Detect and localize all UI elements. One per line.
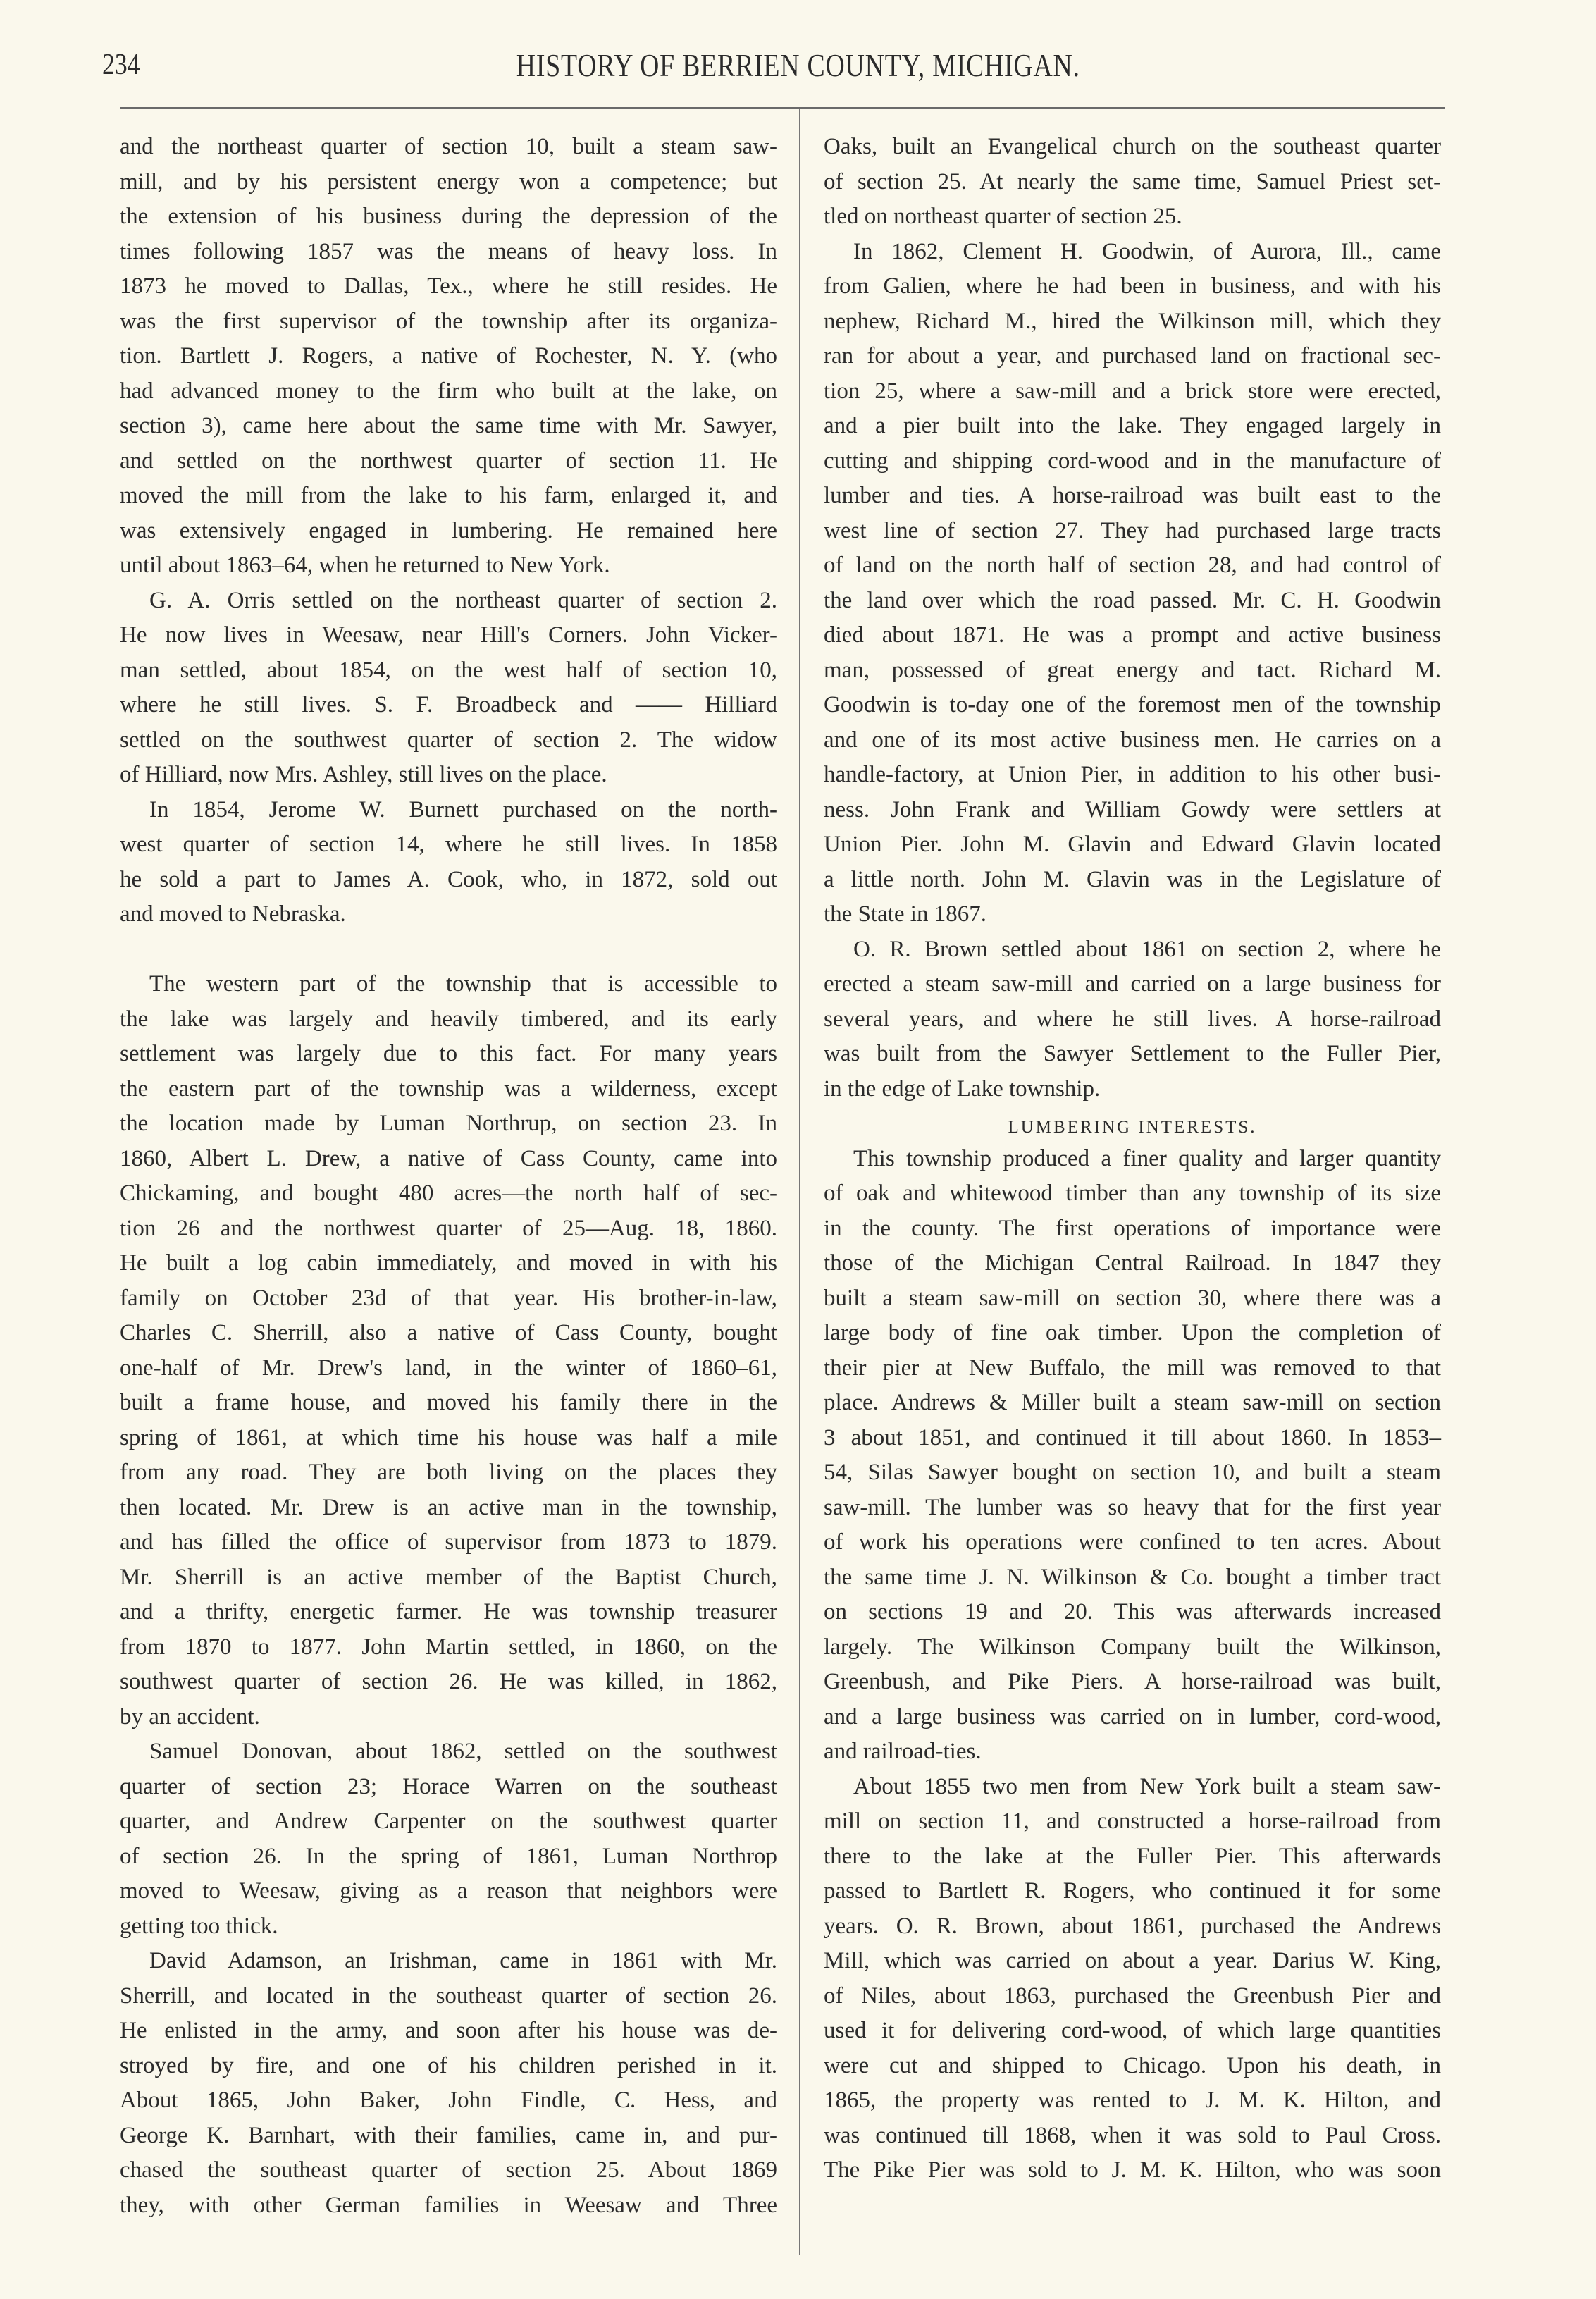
- text-line: George K. Barnhart, with their families, came in, and pur-: [120, 2122, 777, 2148]
- text-line: on sections 19 and 20. This was afterwards increased: [824, 1599, 1441, 1625]
- text-line: tion. Bartlett J. Rogers, a native of Rochester, N. Y. (who: [120, 343, 777, 369]
- text-line: ran for about a year, and purchased land on fractional sec-: [824, 343, 1441, 369]
- text-line: passed to Bartlett R. Rogers, who continued it for some: [824, 1878, 1441, 1904]
- paragraph: [120, 967, 777, 1734]
- text-line: Sherrill, and located in the southeast quarter of section 26.: [120, 1983, 777, 2009]
- text-line: there to the lake at the Fuller Pier. This afterwards: [824, 1843, 1441, 1869]
- text-line: the State in 1867.: [824, 901, 986, 927]
- text-line: About 1855 two men from New York built a steam saw-: [853, 1773, 1441, 1799]
- text-line: man settled, about 1854, on the west half of section 10,: [120, 657, 777, 683]
- text-line: quarter, and Andrew Carpenter on the southwest quarter: [120, 1808, 777, 1834]
- text-line: 1860, Albert L. Drew, a native of Cass County, came into: [120, 1145, 777, 1171]
- text-line: 1873 he moved to Dallas, Tex., where he still resides. He: [120, 273, 777, 299]
- paragraph: [120, 130, 777, 584]
- text-line: saw-mill. The lumber was so heavy that for the first year: [824, 1494, 1441, 1520]
- text-line: 1865, the property was rented to J. M. K. Hilton, and: [824, 2088, 1441, 2113]
- text-line: Goodwin is to-day one of the foremost men of the township: [824, 692, 1441, 717]
- text-line: stroyed by fire, and one of his children perished in it.: [120, 2052, 777, 2078]
- paragraph: [824, 130, 1441, 235]
- text-line: This township produced a finer quality and larger quantity: [853, 1145, 1441, 1171]
- text-line: tion 26 and the northwest quarter of 25—Aug. 18, 1860.: [120, 1215, 777, 1241]
- text-line: About 1865, John Baker, John Findle, C. Hess, and: [120, 2088, 777, 2113]
- text-line: He now lives in Weesaw, near Hill's Corners. John Vicker-: [120, 622, 777, 648]
- text-line: Greenbush, and Pike Piers. A horse-railroad was built,: [824, 1669, 1441, 1694]
- text-line: and one of its most active business men. He carries on a: [824, 727, 1441, 753]
- text-line: The Pike Pier was sold to J. M. K. Hilton, who was soon: [824, 2157, 1441, 2183]
- text-line: southwest quarter of section 26. He was killed, in 1862,: [120, 1669, 777, 1694]
- paragraph: [120, 584, 777, 793]
- text-line: was extensively engaged in lumbering. He remained here: [120, 517, 777, 543]
- text-line: section 3), came here about the same time with Mr. Sawyer,: [120, 413, 777, 438]
- text-line: in the edge of Lake township.: [824, 1075, 1101, 1102]
- text-line: Chickaming, and bought 480 acres—the north half of sec-: [120, 1181, 777, 1206]
- text-line: Mr. Sherrill is an active member of the Baptist Church,: [120, 1564, 777, 1590]
- text-line: their pier at New Buffalo, the mill was removed to that: [824, 1355, 1441, 1381]
- text-line: by an accident.: [120, 1703, 260, 1730]
- text-line: and a pier built into the lake. They engaged largely in: [824, 413, 1441, 438]
- text-line: moved to Weesaw, giving as a reason that neighbors were: [120, 1878, 777, 1904]
- text-line: settled on the southwest quarter of section 2. The widow: [120, 727, 777, 753]
- text-line: and settled on the northwest quarter of section 11. He: [120, 448, 777, 474]
- text-line: tled on northeast quarter of section 25.: [824, 204, 1182, 229]
- text-line: from Galien, where he had been in business, and with his: [824, 273, 1441, 299]
- paragraph: [824, 932, 1441, 1107]
- text-line: and a large business was carried on in lumber, cord-wood,: [824, 1703, 1441, 1730]
- text-line: The western part of the township that is accessible to: [149, 971, 777, 997]
- text-line: lumber and ties. A horse-railroad was built east to the: [824, 483, 1441, 508]
- text-line: until about 1863–64, when he returned to New York.: [120, 553, 610, 578]
- text-line: had advanced money to the firm who built at the lake, on: [120, 378, 777, 404]
- text-line: the land over which the road passed. Mr. C. H. Goodwin: [824, 587, 1441, 613]
- text-line: of land on the north half of section 28, and had control of: [824, 553, 1441, 578]
- running-title: [0, 47, 1596, 84]
- page-number: 234: [102, 49, 140, 81]
- text-line: and the northeast quarter of section 10, built a steam saw-: [120, 134, 777, 159]
- text-line: built a frame house, and moved his family there in the: [120, 1390, 777, 1415]
- text-line: the same time J. N. Wilkinson & Co. bought a timber tract: [824, 1564, 1441, 1590]
- text-line: they, with other German families in Weesaw and Three: [120, 2192, 777, 2218]
- column-divider: [799, 109, 800, 2255]
- text-line: tion 25, where a saw-mill and a brick store were erected,: [824, 378, 1441, 404]
- text-line: man, possessed of great energy and tact. Richard M.: [824, 657, 1441, 683]
- text-line: 54, Silas Sawyer bought on section 10, and built a steam: [824, 1460, 1441, 1485]
- paragraph: [824, 1770, 1441, 2188]
- text-line: the eastern part of the township was a wilderness, except: [120, 1075, 777, 1102]
- text-line: getting too thick.: [120, 1913, 278, 1939]
- text-line: chased the southeast quarter of section 25. About 1869: [120, 2157, 777, 2183]
- text-line: was continued till 1868, when it was sold to Paul Cross.: [824, 2122, 1441, 2148]
- text-line: years. O. R. Brown, about 1861, purchased the Andrews: [824, 1913, 1441, 1939]
- text-line: in the county. The first operations of importance were: [824, 1215, 1441, 1241]
- text-line: times following 1857 was the means of heavy loss. In: [120, 238, 777, 264]
- text-line: family on October 23d of that year. His brother-in-law,: [120, 1285, 777, 1311]
- paragraph: [824, 1142, 1441, 1770]
- text-line: and has filled the office of supervisor from 1873 to 1879.: [120, 1529, 777, 1555]
- text-line: died about 1871. He was a prompt and active business: [824, 622, 1441, 648]
- text-line: several years, and where he still lives. A horse-railroad: [824, 1006, 1441, 1032]
- text-line: was the first supervisor of the township after its organiza-: [120, 308, 777, 334]
- text-line: nephew, Richard M., hired the Wilkinson mill, which they: [824, 308, 1441, 334]
- text-line: of section 25. At nearly the same time, Samuel Priest set-: [824, 168, 1441, 195]
- text-line: the extension of his business during the depression of the: [120, 204, 777, 229]
- text-line: a little north. John M. Glavin was in the Legislature of: [824, 866, 1441, 892]
- left-column: [120, 130, 777, 2223]
- text-line: were cut and shipped to Chicago. Upon his death, in: [824, 2052, 1441, 2078]
- right-column: [824, 130, 1441, 2188]
- text-line: He enlisted in the army, and soon after his house was de-: [120, 2018, 777, 2043]
- text-line: from 1870 to 1877. John Martin settled, in 1860, on the: [120, 1634, 777, 1660]
- text-line: one-half of Mr. Drew's land, in the winter of 1860–61,: [120, 1355, 777, 1381]
- text-line: from any road. They are both living on the places they: [120, 1460, 777, 1485]
- text-line: spring of 1861, at which time his house was half a mile: [120, 1424, 777, 1450]
- text-line: In 1862, Clement H. Goodwin, of Aurora, Ill., came: [853, 238, 1441, 264]
- text-line: and railroad-ties.: [824, 1739, 982, 1764]
- text-line: cutting and shipping cord-wood and in the manufacture of: [824, 448, 1441, 474]
- text-line: of section 26. In the spring of 1861, Luman Northrop: [120, 1843, 777, 1869]
- text-line: moved the mill from the lake to his farm, enlarged it, and: [120, 483, 777, 508]
- text-line: He built a log cabin immediately, and moved in with his: [120, 1250, 777, 1276]
- text-line: and moved to Nebraska.: [120, 901, 346, 927]
- text-line: settlement was largely due to this fact. For many years: [120, 1041, 777, 1066]
- text-line: used it for delivering cord-wood, of which large quantities: [824, 2018, 1441, 2043]
- paragraph: [120, 793, 777, 932]
- text-line: of work his operations were confined to ten acres. About: [824, 1529, 1441, 1555]
- text-line: erected a steam saw-mill and carried on a large business for: [824, 971, 1441, 997]
- text-line: handle-factory, at Union Pier, in addition to his other busi-: [824, 762, 1441, 787]
- paragraph: [824, 235, 1441, 932]
- text-line: was built from the Sawyer Settlement to the Fuller Pier,: [824, 1041, 1441, 1066]
- text-line: Union Pier. John M. Glavin and Edward Glavin located: [824, 832, 1441, 857]
- header-rule: [120, 107, 1445, 109]
- text-line: place. Andrews & Miller built a steam saw-mill on section: [824, 1390, 1441, 1415]
- text-line: Charles C. Sherrill, also a native of Cass County, bought: [120, 1320, 777, 1345]
- text-line: large body of fine oak timber. Upon the completion of: [824, 1320, 1441, 1345]
- text-line: mill, and by his persistent energy won a competence; but: [120, 168, 777, 195]
- paragraph: [120, 1734, 777, 1944]
- text-line: largely. The Wilkinson Company built the Wilkinson,: [824, 1634, 1441, 1660]
- text-line: of oak and whitewood timber than any township of its size: [824, 1181, 1441, 1206]
- text-line: Oaks, built an Evangelical church on the southeast quarter: [824, 134, 1441, 159]
- running-title-text: HISTORY OF BERRIEN COUNTY, MICHIGAN.: [516, 47, 1080, 83]
- text-line: the location made by Luman Northrup, on section 23. In: [120, 1111, 777, 1136]
- text-line: Samuel Donovan, about 1862, settled on the southwest: [149, 1739, 777, 1764]
- text-line: west line of section 27. They had purchased large tracts: [824, 517, 1441, 543]
- section-heading: LUMBERING INTERESTS.: [1008, 1118, 1257, 1137]
- text-line: of Niles, about 1863, purchased the Greenbush Pier and: [824, 1983, 1441, 2009]
- text-line: those of the Michigan Central Railroad. In 1847 they: [824, 1250, 1441, 1276]
- text-line: ness. John Frank and William Gowdy were settlers at: [824, 796, 1441, 822]
- text-line: where he still lives. S. F. Broadbeck and —— Hilliard: [120, 692, 777, 717]
- text-line: Mill, which was carried on about a year. Darius W. King,: [824, 1948, 1441, 1973]
- text-line: 3 about 1851, and continued it till about 1860. In 1853–: [824, 1424, 1441, 1450]
- text-line: west quarter of section 14, where he still lives. In 1858: [120, 832, 777, 857]
- text-line: O. R. Brown settled about 1861 on section 2, where he: [853, 936, 1441, 962]
- text-line: the lake was largely and heavily timbered, and its early: [120, 1006, 777, 1032]
- text-line: built a steam saw-mill on section 30, where there was a: [824, 1285, 1441, 1311]
- text-line: David Adamson, an Irishman, came in 1861 with Mr.: [149, 1948, 777, 1973]
- text-line: then located. Mr. Drew is an active man in the township,: [120, 1494, 777, 1520]
- text-line: quarter of section 23; Horace Warren on the southeast: [120, 1773, 777, 1799]
- paragraph: [120, 1944, 777, 2223]
- paragraph-gap: [120, 932, 777, 968]
- text-line: G. A. Orris settled on the northeast quarter of section 2.: [149, 587, 777, 613]
- text-line: he sold a part to James A. Cook, who, in 1872, sold out: [120, 866, 777, 892]
- text-line: of Hilliard, now Mrs. Ashley, still lives on the place.: [120, 762, 607, 787]
- text-line: mill on section 11, and constructed a horse-railroad from: [824, 1808, 1441, 1834]
- text-line: In 1854, Jerome W. Burnett purchased on the north-: [149, 796, 777, 822]
- text-line: and a thrifty, energetic farmer. He was township treasurer: [120, 1599, 777, 1625]
